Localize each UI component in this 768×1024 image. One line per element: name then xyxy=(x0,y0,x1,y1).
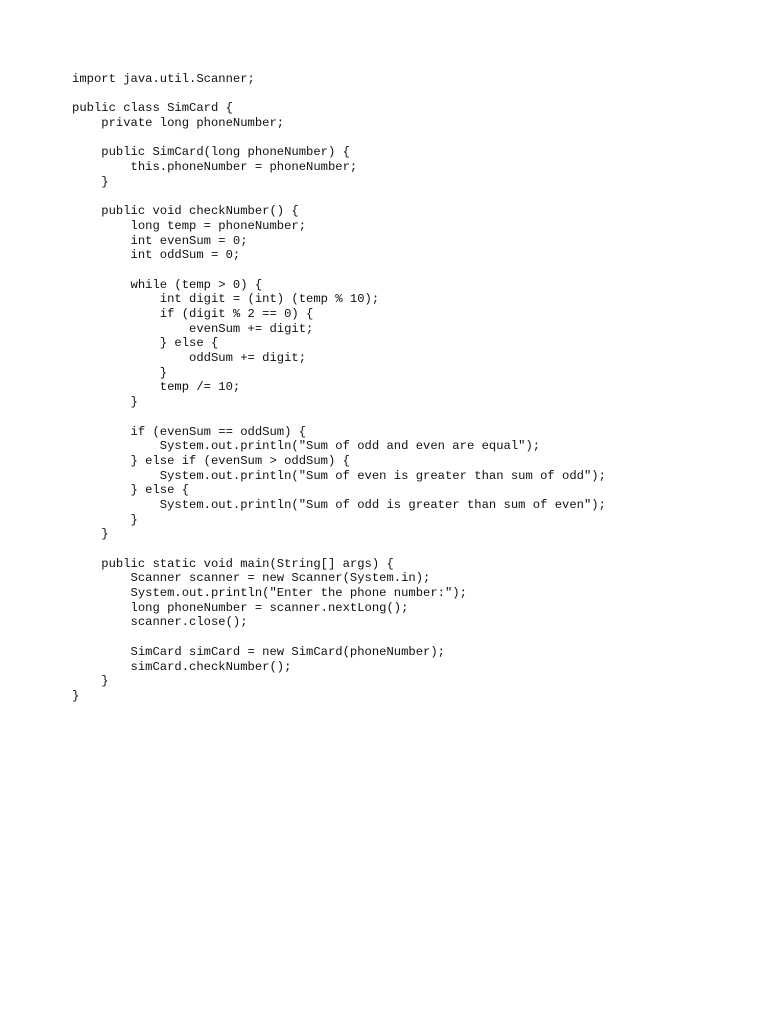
code-line: int oddSum = 0; xyxy=(72,248,241,263)
code-line: System.out.println("Sum of odd is greater than sum of even"); xyxy=(72,497,606,512)
code-line: } xyxy=(72,365,168,380)
code-line: } xyxy=(72,395,138,410)
code-line: } else if (evenSum > oddSum) { xyxy=(72,453,350,468)
code-line: } else { xyxy=(72,336,219,351)
code-line: } xyxy=(72,688,80,703)
code-line: while (temp > 0) { xyxy=(72,277,263,292)
code-line xyxy=(72,542,606,557)
code-line: temp /= 10; xyxy=(72,380,241,395)
code-line xyxy=(72,630,606,645)
code-line: public void checkNumber() { xyxy=(72,204,299,219)
code-line: public SimCard(long phoneNumber) { xyxy=(72,145,350,160)
code-line: if (evenSum == oddSum) { xyxy=(72,424,307,439)
code-line: System.out.println("Sum of odd and even are equal"); xyxy=(72,439,541,454)
code-line: } xyxy=(72,674,109,689)
code-line: System.out.println("Sum of even is greater than sum of odd"); xyxy=(72,468,606,483)
code-line: } xyxy=(72,527,109,542)
code-line: } xyxy=(72,174,109,189)
code-line xyxy=(72,263,606,278)
code-line: } xyxy=(72,512,138,527)
code-line: simCard.checkNumber(); xyxy=(72,659,292,674)
code-line: int evenSum = 0; xyxy=(72,233,248,248)
code-line: public static void main(String[] args) { xyxy=(72,556,394,571)
code-line: long phoneNumber = scanner.nextLong(); xyxy=(72,600,409,615)
code-line: int digit = (int) (temp % 10); xyxy=(72,292,380,307)
code-line: this.phoneNumber = phoneNumber; xyxy=(72,160,358,175)
code-line xyxy=(72,87,606,102)
code-line xyxy=(72,131,606,146)
code-line: import java.util.Scanner; xyxy=(72,72,255,86)
code-line: private long phoneNumber; xyxy=(72,116,285,131)
code-line: Scanner scanner = new Scanner(System.in); xyxy=(72,571,431,586)
code-line: public class SimCard { xyxy=(72,101,233,116)
code-line: evenSum += digit; xyxy=(72,321,314,336)
code-line: SimCard simCard = new SimCard(phoneNumber); xyxy=(72,644,445,659)
code-listing xyxy=(72,72,606,704)
code-line xyxy=(72,410,606,425)
code-line: oddSum += digit; xyxy=(72,351,307,366)
code-line: long temp = phoneNumber; xyxy=(72,218,307,233)
code-line: if (digit % 2 == 0) { xyxy=(72,307,314,321)
code-line: scanner.close(); xyxy=(72,615,248,630)
code-line: System.out.println("Enter the phone number:"); xyxy=(72,586,467,601)
code-line: } else { xyxy=(72,483,190,498)
code-line xyxy=(72,190,606,205)
